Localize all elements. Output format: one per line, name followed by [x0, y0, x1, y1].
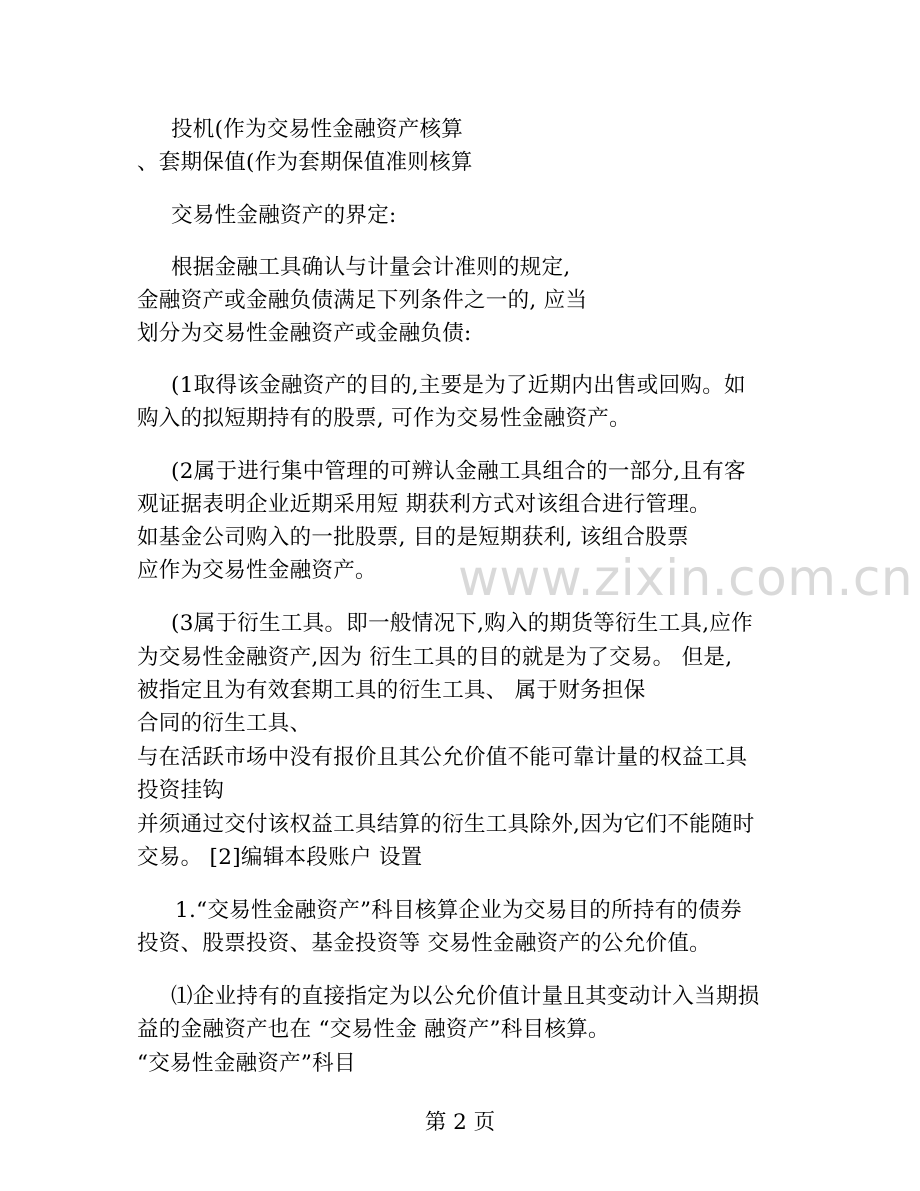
text-line: 金融资产或金融负债满足下列条件之一的, 应当	[137, 288, 588, 313]
text-line: 如基金公司购入的一批股票, 目的是短期获利, 该组合股票	[137, 525, 689, 550]
text-line: 1.“交易性金融资产”科目核算企业为交易目的所持有的债券	[175, 898, 742, 923]
text-line: (1取得该金融资产的目的,主要是为了近期内出售或回购。如	[171, 373, 746, 398]
page-number: 第 2 页	[424, 1110, 496, 1135]
text-line: 投资、股票投资、基金投资等 交易性金融资产的公允价值。	[137, 931, 711, 956]
text-line: (3属于衍生工具。即一般情况下,购入的期货等衍生工具,应作	[171, 611, 753, 636]
text-line: 并须通过交付该权益工具结算的衍生工具除外,因为它们不能随时	[137, 812, 755, 837]
text-line: 购入的拟短期持有的股票, 可作为交易性金融资产。	[137, 406, 631, 431]
text-line: 合同的衍生工具、	[137, 711, 312, 736]
text-line: 交易。 [2]编辑本段账户 设置	[137, 845, 423, 870]
text-line: 投机(作为交易性金融资产核算	[171, 117, 464, 142]
text-line: 被指定且为有效套期工具的衍生工具、 属于财务担保	[137, 678, 646, 703]
text-line: 为交易性金融资产,因为 衍生工具的目的就是为了交易。 但是,	[137, 645, 733, 670]
text-line: ⑴企业持有的直接指定为以公允价值计量且其变动计入当期损	[171, 984, 760, 1009]
text-line: 交易性金融资产的界定:	[171, 203, 397, 228]
text-line: (2属于进行集中管理的可辨认金融工具组合的一部分,且有客	[171, 459, 746, 484]
text-line: 应作为交易性金融资产。	[137, 558, 377, 583]
text-line: 根据金融工具确认与计量会计准则的规定,	[171, 255, 571, 280]
text-line: 划分为交易性金融资产或金融负债:	[137, 321, 472, 346]
text-line: 投资挂钩	[137, 778, 225, 803]
text-line: 、套期保值(作为套期保值准则核算	[137, 150, 473, 175]
text-line: 与在活跃市场中没有报价且其公允价值不能可靠计量的权益工具	[137, 745, 748, 770]
watermark: www.zixin.com.cn	[458, 549, 914, 607]
text-line: “交易性金融资产”科目	[137, 1051, 356, 1076]
text-line: 益的金融资产也在 “交易性金 融资产”科目核算。	[137, 1017, 610, 1042]
text-line: 观证据表明企业近期采用短 期获利方式对该组合进行管理。	[137, 492, 711, 517]
